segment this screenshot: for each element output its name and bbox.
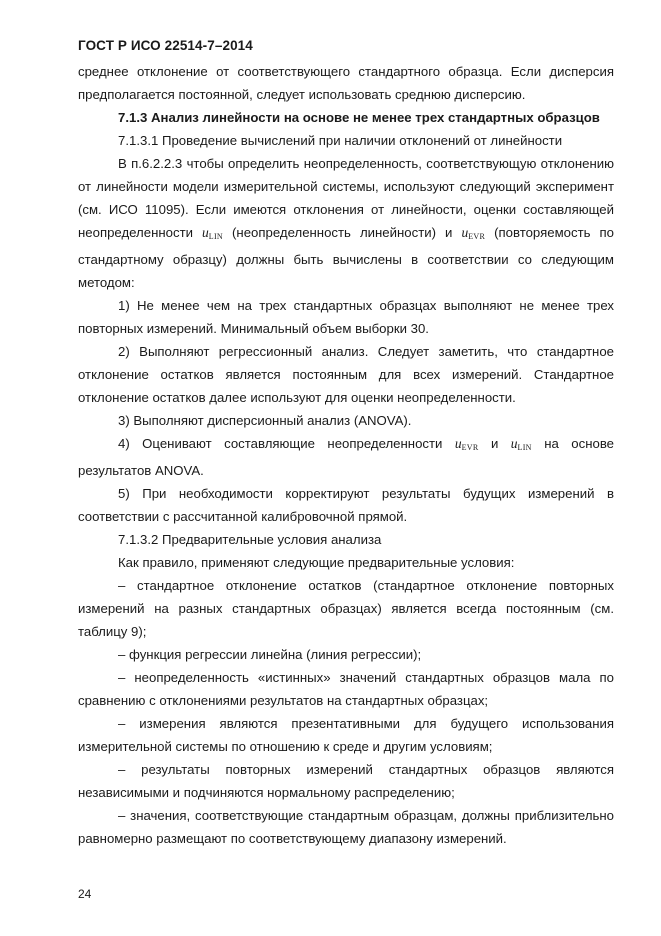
condition-item-1: – стандартное отклонение остатков (стандартное отклонение повторных измерений на разных стандартных образцах) является всегда постоянным (см. таблицу 9);: [78, 578, 614, 639]
subsection-heading-2: 7.1.3.2 Предварительные условия анализа: [118, 532, 382, 547]
symbol-u: u: [202, 225, 209, 240]
paragraph-method-part3: (повторяемость по стандартному образцу) должны быть вычислены в соответствии со следующим методом:: [78, 225, 614, 290]
condition-item-5: – результаты повторных измерений стандартных образцов являются независимыми и подчиняются нормальному распределению;: [78, 762, 614, 800]
subsection-heading-1: 7.1.3.1 Проведение вычислений при наличии отклонений от линейности: [118, 133, 563, 148]
page-number: 24: [78, 887, 92, 901]
list-item-4-part1: 4) Оценивают составляющие неопределенности: [118, 436, 455, 451]
list-item-4-part2: и: [478, 436, 511, 451]
conditions-intro: Как правило, применяют следующие предварительные условия:: [118, 555, 515, 570]
symbol-subscript-lin: LIN: [208, 232, 224, 241]
symbol-subscript-lin: LIN: [517, 443, 532, 452]
symbol-u-evr: [455, 436, 479, 451]
list-item-1: 1) Не менее чем на трех стандартных образцах выполняют не менее трех повторных измерений. Минимальный объем выборки 30.: [78, 298, 614, 336]
paragraph-method-part1: В п.6.2.2.3 чтобы определить неопределенность, соответствующую отклонению от линейности модели измерительной системы, используют следующий эксперимент (см. ИСО 11095). Если имеются отклонения от линейности, оценки составляющей неопределенности: [78, 156, 614, 240]
symbol-subscript-evr: EVR: [468, 232, 486, 241]
condition-item-3: – неопределенность «истинных» значений стандартных образцов мала по сравнению с отклонениями результатов на стандартных образцах;: [78, 670, 614, 708]
symbol-u: u: [461, 225, 469, 240]
condition-item-2: – функция регрессии линейна (линия регрессии);: [118, 647, 422, 662]
list-item-4: [78, 432, 614, 482]
symbol-u: u: [510, 436, 518, 451]
symbol-u-lin: [511, 436, 532, 451]
symbol-u-lin: [202, 225, 223, 240]
section-heading: 7.1.3 Анализ линейности на основе не менее трех стандартных образцов: [118, 110, 600, 125]
symbol-subscript-evr: EVR: [461, 443, 479, 452]
list-item-2: 2) Выполняют регрессионный анализ. Следует заметить, что стандартное отклонение остатков является постоянным для всех измерений. Стандартное отклонение остатков далее используют для оценки неопределенности.: [78, 344, 614, 405]
condition-item-4: – измерения являются презентативными для будущего использования измерительной системы по отношению к среде и другим условиям;: [78, 716, 614, 754]
list-item-5: 5) При необходимости корректируют результаты будущих измерений в соответствии с рассчитанной калибровочной прямой.: [78, 486, 614, 524]
paragraph-method: [78, 152, 614, 294]
paragraph-method-part2: (неопределенность линейности) и: [223, 225, 462, 240]
condition-item-6: – значения, соответствующие стандартным образцам, должны приблизительно равномерно размещают по соответствующему диапазону измерений.: [78, 808, 614, 846]
symbol-u: u: [454, 436, 462, 451]
symbol-u-evr: [461, 225, 485, 240]
list-item-4-part3: на основе результатов ANOVA.: [78, 436, 615, 478]
document-header: ГОСТ Р ИСО 22514-7–2014: [78, 38, 253, 53]
paragraph-continuation: среднее отклонение от соответствующего стандартного образца. Если дисперсия предполагается постоянной, следует использовать среднюю дисперсию.: [78, 64, 614, 102]
list-item-3: 3) Выполняют дисперсионный анализ (ANOVA).: [118, 413, 412, 428]
document-body: [78, 60, 614, 850]
